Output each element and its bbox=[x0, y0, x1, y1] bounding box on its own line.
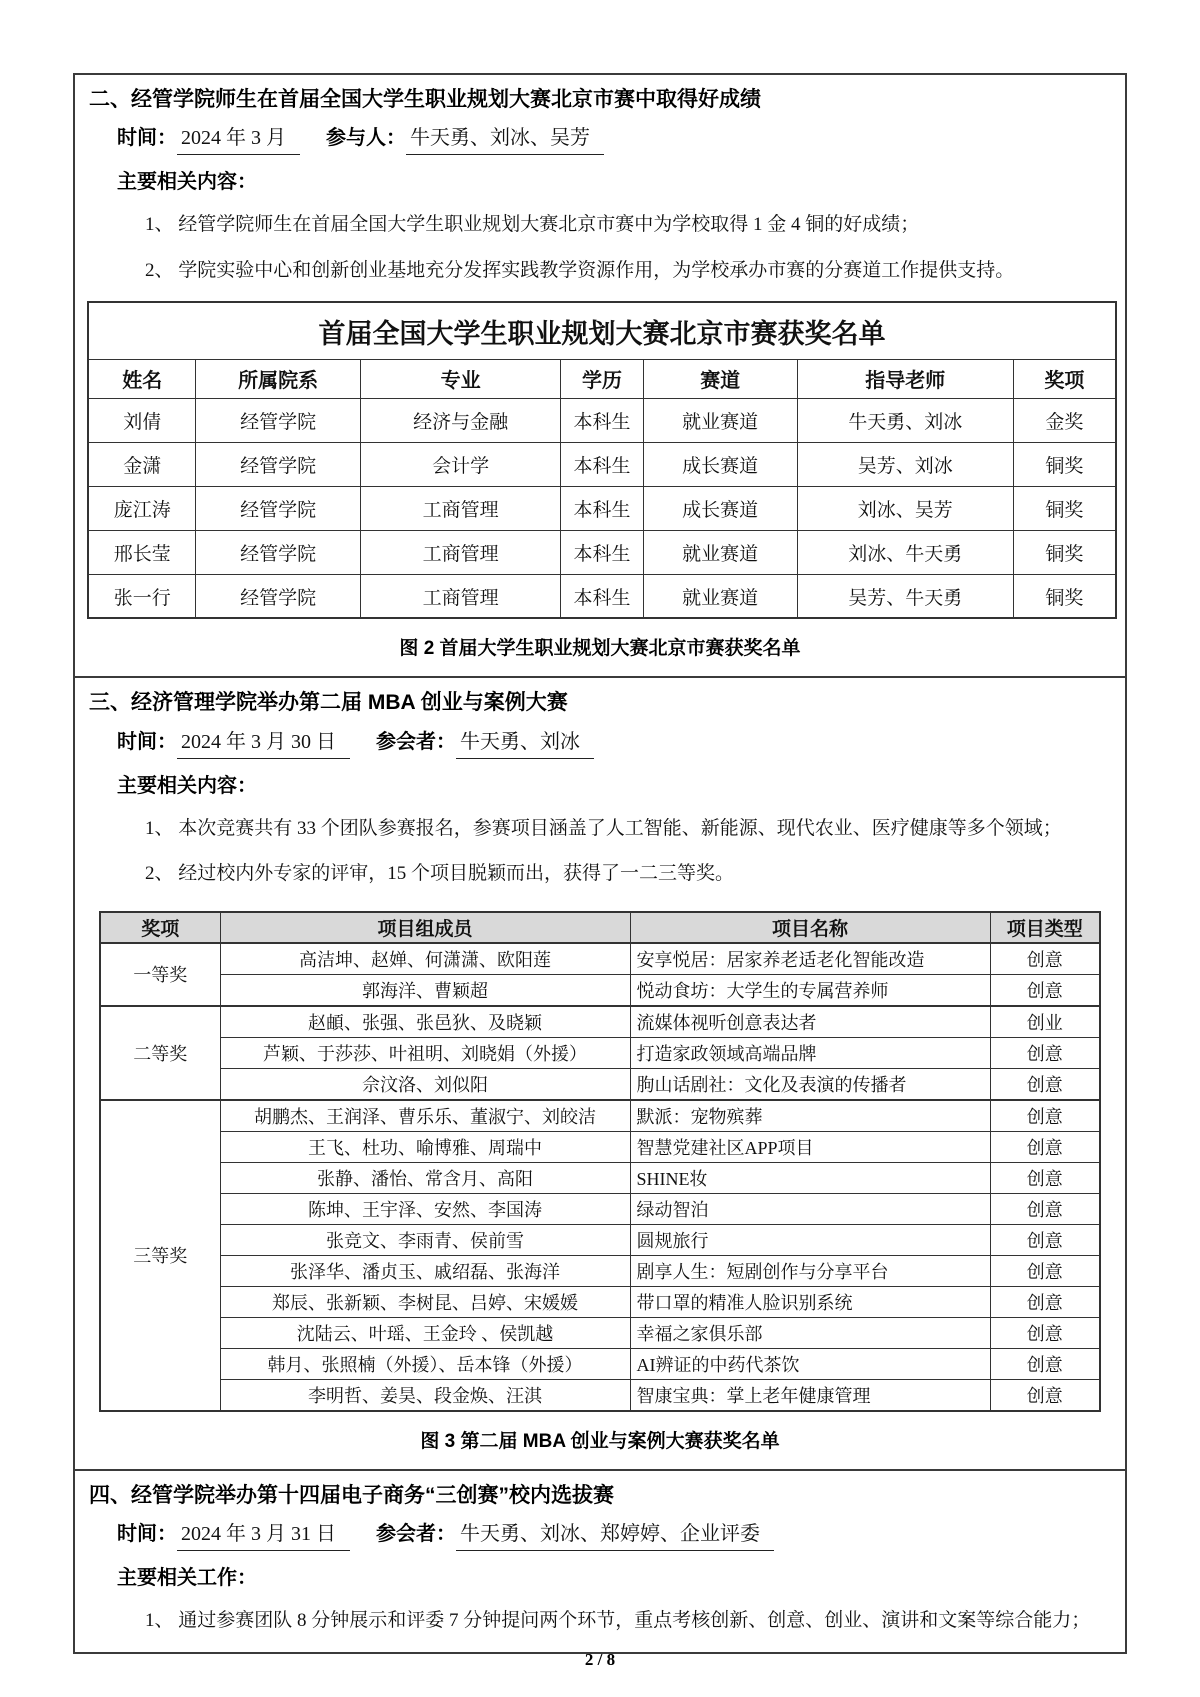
project-type-cell: 创意 bbox=[990, 1193, 1100, 1224]
project-name-cell: 流媒体视听创意表达者 bbox=[630, 1006, 990, 1038]
table-row bbox=[88, 398, 1116, 442]
project-type-cell: 创意 bbox=[990, 1255, 1100, 1286]
members-cell: 李明哲、姜昊、段金焕、汪淇 bbox=[220, 1379, 630, 1411]
table-row bbox=[88, 530, 1116, 574]
members-cell: 陈坤、王宇泽、安然、李国涛 bbox=[220, 1193, 630, 1224]
table-cell: 庞江涛 bbox=[88, 486, 196, 530]
table-row bbox=[100, 1100, 1100, 1132]
table-row bbox=[100, 974, 1100, 1006]
table-row bbox=[100, 1348, 1100, 1379]
table-row bbox=[100, 1317, 1100, 1348]
project-name-cell: 悦动食坊：大学生的专属营养师 bbox=[630, 974, 990, 1006]
table-cell: 牛天勇、刘冰 bbox=[797, 398, 1013, 442]
table-row bbox=[100, 1224, 1100, 1255]
project-name-cell: AI辨证的中药代茶饮 bbox=[630, 1348, 990, 1379]
members-cell: 张静、潘怡、常含月、高阳 bbox=[220, 1162, 630, 1193]
project-name-cell: 绿动智泊 bbox=[630, 1193, 990, 1224]
time-label: 时间： bbox=[117, 127, 177, 150]
table-cell: 工商管理 bbox=[360, 486, 560, 530]
table-row bbox=[100, 1286, 1100, 1317]
table-cell: 张一行 bbox=[88, 574, 196, 618]
members-cell: 佘汶洛、刘似阳 bbox=[220, 1068, 630, 1100]
award-cell: 二等奖 bbox=[100, 1006, 220, 1100]
column-header: 指导老师 bbox=[797, 359, 1013, 398]
table-row bbox=[100, 943, 1100, 975]
section-heading: 三、经济管理学院举办第二届 MBA 创业与案例大赛 bbox=[89, 691, 568, 715]
list-item: 1、 通过参赛团队 8 分钟展示和评委 7 分钟提问两个环节，重点考核创新、创意、创业、演讲和文案等综合能力； bbox=[145, 1610, 1091, 1632]
list-item: 2、 学院实验中心和创新创业基地充分发挥实践教学资源作用，为学校承办市赛的分赛道工作提供支持。 bbox=[145, 259, 1015, 281]
table-cell: 邢长莹 bbox=[88, 530, 196, 574]
column-header: 项目组成员 bbox=[220, 912, 630, 943]
members-cell: 沈陆云、叶瑶、王金玲 、侯凯越 bbox=[220, 1317, 630, 1348]
column-header: 姓名 bbox=[88, 359, 196, 398]
table-cell: 经管学院 bbox=[196, 398, 360, 442]
table-row bbox=[100, 1193, 1100, 1224]
project-name-cell: 剧享人生：短剧创作与分享平台 bbox=[630, 1255, 990, 1286]
table-row bbox=[88, 442, 1116, 486]
column-header: 奖项 bbox=[100, 912, 220, 943]
project-type-cell: 创意 bbox=[990, 943, 1100, 975]
members-cell: 郑辰、张新颖、李树昆、吕婷、宋媛媛 bbox=[220, 1286, 630, 1317]
table-row bbox=[100, 1379, 1100, 1411]
table-cell: 就业赛道 bbox=[643, 530, 797, 574]
project-name-cell: 安享悦居：居家养老适老化智能改造 bbox=[630, 943, 990, 975]
table-cell: 工商管理 bbox=[360, 574, 560, 618]
list-item: 1、 经管学院师生在首届全国大学生职业规划大赛北京市赛中为学校取得 1 金 4 铜的好成绩； bbox=[145, 214, 920, 236]
meta-line bbox=[87, 718, 1113, 759]
project-type-cell: 创意 bbox=[990, 1131, 1100, 1162]
table-row bbox=[88, 574, 1116, 618]
table-row bbox=[100, 1068, 1100, 1100]
section-career-planning-contest bbox=[75, 75, 1125, 676]
table-cell: 吴芳、刘冰 bbox=[797, 442, 1013, 486]
project-type-cell: 创意 bbox=[990, 1379, 1100, 1411]
project-type-cell: 创意 bbox=[990, 1100, 1100, 1132]
project-type-cell: 创意 bbox=[990, 1068, 1100, 1100]
table-cell: 本科生 bbox=[561, 442, 643, 486]
figure-2-caption: 图 2 首届大学生职业规划大赛北京市赛获奖名单 bbox=[399, 638, 801, 660]
table-cell: 成长赛道 bbox=[643, 442, 797, 486]
participants-value: 牛天勇、刘冰 bbox=[456, 727, 594, 759]
award-cell: 三等奖 bbox=[100, 1100, 220, 1411]
members-cell: 胡鹏杰、王润泽、曹乐乐、董淑宁、刘皎洁 bbox=[220, 1100, 630, 1132]
members-cell: 张泽华、潘贞玉、戚绍磊、张海洋 bbox=[220, 1255, 630, 1286]
time-label: 时间： bbox=[117, 730, 177, 753]
content-label: 主要相关工作： bbox=[117, 1567, 257, 1590]
table-cell: 经管学院 bbox=[196, 486, 360, 530]
section-heading: 二、经管学院师生在首届全国大学生职业规划大赛北京市赛中取得好成绩 bbox=[89, 88, 761, 111]
time-value: 2024 年 3 月 bbox=[177, 123, 300, 155]
award-cell: 一等奖 bbox=[100, 943, 220, 1006]
table-cell: 工商管理 bbox=[360, 530, 560, 574]
section-ecommerce-contest bbox=[75, 1469, 1125, 1652]
project-type-cell: 创意 bbox=[990, 1317, 1100, 1348]
table-row bbox=[100, 1255, 1100, 1286]
table-cell: 吴芳、牛天勇 bbox=[797, 574, 1013, 618]
participants-value: 牛天勇、刘冰、吴芳 bbox=[406, 123, 604, 155]
project-name-cell: 智慧党建社区APP项目 bbox=[630, 1131, 990, 1162]
column-header: 学历 bbox=[561, 359, 643, 398]
project-type-cell: 创意 bbox=[990, 1037, 1100, 1068]
project-name-cell: 带口罩的精准人脸识别系统 bbox=[630, 1286, 990, 1317]
project-name-cell: 智康宝典：掌上老年健康管理 bbox=[630, 1379, 990, 1411]
table-cell: 本科生 bbox=[561, 574, 643, 618]
project-type-cell: 创意 bbox=[990, 1162, 1100, 1193]
table-row bbox=[100, 1006, 1100, 1038]
project-name-cell: 圆规旅行 bbox=[630, 1224, 990, 1255]
table-row bbox=[88, 486, 1116, 530]
meta-line bbox=[87, 1510, 1113, 1551]
table-cell: 刘倩 bbox=[88, 398, 196, 442]
mba-award-table bbox=[99, 911, 1101, 1412]
participants-label: 参会者： bbox=[376, 730, 456, 753]
column-header: 赛道 bbox=[643, 359, 797, 398]
table-cell: 本科生 bbox=[561, 486, 643, 530]
members-cell: 赵頔、张强、张邑狄、及晓颖 bbox=[220, 1006, 630, 1038]
project-type-cell: 创意 bbox=[990, 1224, 1100, 1255]
project-type-cell: 创意 bbox=[990, 1286, 1100, 1317]
project-name-cell: 朐山话剧社：文化及表演的传播者 bbox=[630, 1068, 990, 1100]
meta-line bbox=[87, 114, 1113, 155]
participants-label: 参与人： bbox=[326, 127, 406, 150]
members-cell: 郭海洋、曹颖超 bbox=[220, 974, 630, 1006]
figure-3-caption: 图 3 第二届 MBA 创业与案例大赛获奖名单 bbox=[420, 1430, 780, 1452]
column-header: 所属院系 bbox=[196, 359, 360, 398]
column-header: 项目类型 bbox=[990, 912, 1100, 943]
participants-label: 参会者： bbox=[376, 1523, 456, 1546]
table-cell: 铜奖 bbox=[1013, 442, 1116, 486]
members-cell: 高洁坤、赵婵、何潇潇、欧阳莲 bbox=[220, 943, 630, 975]
table-title-row bbox=[88, 302, 1116, 359]
report-frame bbox=[73, 73, 1127, 1654]
table-cell: 经管学院 bbox=[196, 574, 360, 618]
table-cell: 经济与金融 bbox=[360, 398, 560, 442]
table-header-row bbox=[88, 359, 1116, 398]
time-label: 时间： bbox=[117, 1523, 177, 1546]
table-cell: 本科生 bbox=[561, 398, 643, 442]
members-cell: 芦颖、于莎莎、叶祖明、刘晓娟（外援） bbox=[220, 1037, 630, 1068]
project-name-cell: SHINE妆 bbox=[630, 1162, 990, 1193]
table-cell: 经管学院 bbox=[196, 530, 360, 574]
project-type-cell: 创意 bbox=[990, 974, 1100, 1006]
career-contest-award-table bbox=[87, 301, 1117, 619]
table-cell: 会计学 bbox=[360, 442, 560, 486]
table-title: 首届全国大学生职业规划大赛北京市赛获奖名单 bbox=[88, 302, 1116, 359]
table-header-row bbox=[100, 912, 1100, 943]
list-item: 2、 经过校内外专家的评审，15 个项目脱颖而出，获得了一二三等奖。 bbox=[145, 863, 735, 885]
participants-value: 牛天勇、刘冰、郑婷婷、企业评委 bbox=[456, 1519, 774, 1551]
table-cell: 本科生 bbox=[561, 530, 643, 574]
table-cell: 刘冰、吴芳 bbox=[797, 486, 1013, 530]
content-label: 主要相关内容： bbox=[117, 171, 257, 194]
table-cell: 经管学院 bbox=[196, 442, 360, 486]
table-cell: 就业赛道 bbox=[643, 574, 797, 618]
project-name-cell: 默派：宠物殡葬 bbox=[630, 1100, 990, 1132]
table-row bbox=[100, 1162, 1100, 1193]
table-cell: 成长赛道 bbox=[643, 486, 797, 530]
page-number: 2 / 8 bbox=[584, 1650, 616, 1669]
section-mba-competition bbox=[75, 676, 1125, 1468]
time-value: 2024 年 3 月 31 日 bbox=[177, 1519, 350, 1551]
column-header: 奖项 bbox=[1013, 359, 1116, 398]
members-cell: 张竞文、李雨青、侯前雪 bbox=[220, 1224, 630, 1255]
project-name-cell: 幸福之家俱乐部 bbox=[630, 1317, 990, 1348]
section-heading: 四、经管学院举办第十四届电子商务“三创赛”校内选拔赛 bbox=[89, 1483, 614, 1507]
members-cell: 韩月、张照楠（外援）、岳本锋（外援） bbox=[220, 1348, 630, 1379]
table-cell: 就业赛道 bbox=[643, 398, 797, 442]
members-cell: 王飞、杜功、喻博雅、周瑞中 bbox=[220, 1131, 630, 1162]
table-cell: 铜奖 bbox=[1013, 574, 1116, 618]
table-row bbox=[100, 1037, 1100, 1068]
list-item: 1、 本次竞赛共有 33 个团队参赛报名，参赛项目涵盖了人工智能、新能源、现代农业、医疗健康等多个领域； bbox=[145, 817, 1062, 839]
time-value: 2024 年 3 月 30 日 bbox=[177, 727, 350, 759]
content-label: 主要相关内容： bbox=[117, 774, 257, 797]
table-cell: 刘冰、牛天勇 bbox=[797, 530, 1013, 574]
project-name-cell: 打造家政领域高端品牌 bbox=[630, 1037, 990, 1068]
project-type-cell: 创业 bbox=[990, 1006, 1100, 1038]
column-header: 项目名称 bbox=[630, 912, 990, 943]
table-cell: 铜奖 bbox=[1013, 530, 1116, 574]
table-row bbox=[100, 1131, 1100, 1162]
table-cell: 铜奖 bbox=[1013, 486, 1116, 530]
table-cell: 金潇 bbox=[88, 442, 196, 486]
table-cell: 金奖 bbox=[1013, 398, 1116, 442]
project-type-cell: 创意 bbox=[990, 1348, 1100, 1379]
column-header: 专业 bbox=[360, 359, 560, 398]
